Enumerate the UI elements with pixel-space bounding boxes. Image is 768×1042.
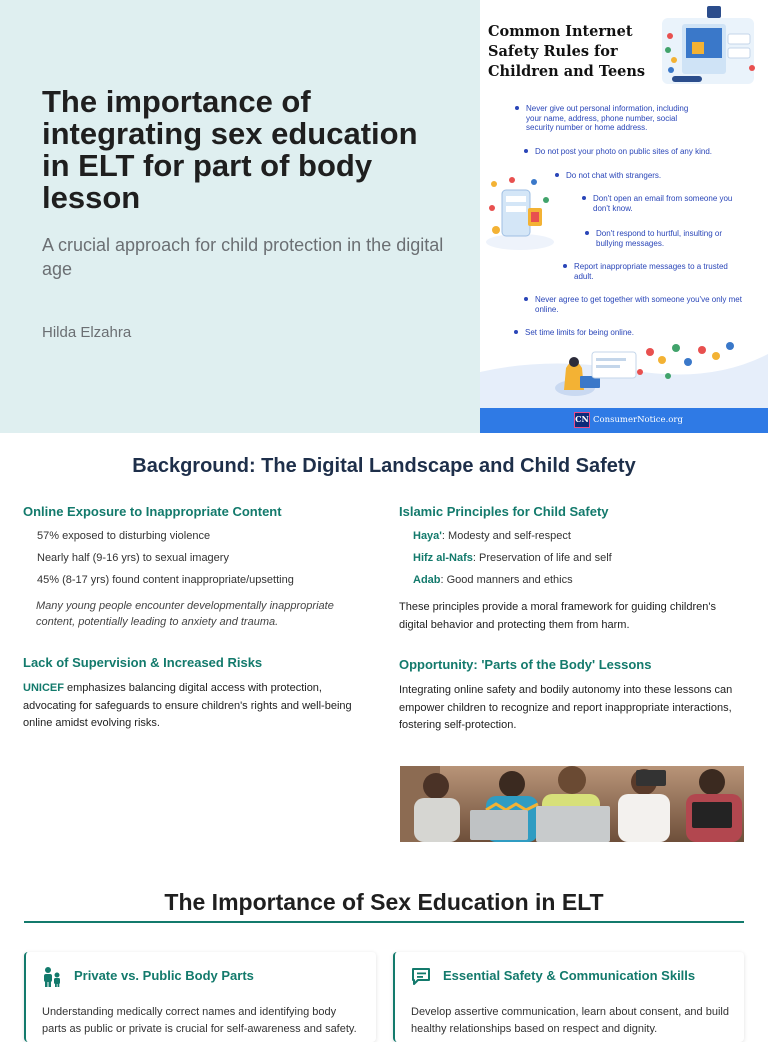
- poster-rule: Never agree to get together with someone you've only met online.: [535, 295, 755, 314]
- section-divider: [24, 921, 744, 923]
- supervision-body: emphasizes balancing digital access with protection, advocating for safeguards to ensure children's rights and well-being online amidst evolving risks.: [23, 682, 352, 729]
- poster-rule: Report inappropriate messages to a trusted adult.: [574, 262, 744, 281]
- children-laptops-photo: [400, 766, 744, 842]
- principle-item: Adab: Good manners and ethics: [413, 574, 573, 586]
- phone-illustration: [484, 172, 556, 250]
- internet-safety-poster: [480, 0, 768, 433]
- supervision-heading: Lack of Supervision & Increased Risks: [23, 655, 263, 670]
- unicef-label: UNICEF: [23, 682, 64, 694]
- islamic-principles-heading: Islamic Principles for Child Safety: [399, 504, 609, 519]
- card-body: Understanding medically correct names and identifying body parts as public or private is crucial for self-awareness and safety.: [42, 1006, 357, 1035]
- poster-rule: Set time limits for being online.: [525, 328, 725, 338]
- poster-rule: Never give out personal information, including your name, address, phone number, social security number or home address.: [526, 104, 704, 133]
- exposure-note: Many young people encounter developmentally inappropriate content, potentially leading to anxiety and trauma.: [36, 600, 334, 628]
- opportunity-heading: Opportunity: 'Parts of the Body' Lessons: [399, 657, 652, 672]
- people-icon: [42, 966, 62, 988]
- card-body: Develop assertive communication, learn about consent, and build healthy relationships based on respect and dignity.: [411, 1006, 729, 1035]
- consumernotice-logo: CN: [574, 412, 590, 428]
- page-title: The importance of integrating sex education in ELT for part of body lesson: [42, 84, 418, 215]
- card-heading: Essential Safety & Communication Skills: [443, 968, 696, 983]
- person-laptop-illustration: [480, 336, 768, 416]
- card-safety-communication: [393, 952, 744, 1042]
- poster-title: Common Internet Safety Rules for Children and Teens: [488, 23, 646, 80]
- background-section-title: Background: The Digital Landscape and Child Safety: [132, 455, 636, 477]
- supervision-text: [23, 680, 353, 733]
- card-heading: Private vs. Public Body Parts: [74, 968, 254, 983]
- poster-site-name: ConsumerNotice.org: [593, 415, 683, 425]
- poster-rule: Do not chat with strangers.: [566, 171, 746, 181]
- exposure-heading: Online Exposure to Inappropriate Content: [23, 504, 282, 519]
- chat-icon: [411, 966, 431, 988]
- islamic-summary: These principles provide a moral framework for guiding children's digital behavior and protecting them from harm.: [399, 601, 716, 631]
- poster-rule: Don't respond to hurtful, insulting or bullying messages.: [596, 229, 736, 248]
- poster-rule: Do not post your photo on public sites of any kind.: [535, 147, 745, 157]
- stat-item: Nearly half (9-16 yrs) to sexual imagery: [37, 552, 229, 564]
- principle-item: Haya': Modesty and self-respect: [413, 530, 571, 542]
- card-private-public: [24, 952, 376, 1042]
- author-name: Hilda Elzahra: [42, 324, 132, 341]
- sexed-section-title: The Importance of Sex Education in ELT: [164, 889, 604, 915]
- opportunity-text: Integrating online safety and bodily autonomy into these lessons can empower children to recognize and report inappropriate interactions, fostering self-protection.: [399, 684, 733, 731]
- poster-footer: [480, 408, 768, 433]
- stat-item: 45% (8-17 yrs) found content inappropriate/upsetting: [37, 574, 294, 586]
- principle-item: Hifz al-Nafs: Preservation of life and self: [413, 552, 612, 564]
- computer-illustration: [652, 4, 764, 88]
- poster-rule: Don't open an email from someone you don't know.: [593, 194, 733, 213]
- page-subtitle: A crucial approach for child protection in the digital age: [42, 235, 444, 279]
- stat-item: 57% exposed to disturbing violence: [37, 530, 211, 542]
